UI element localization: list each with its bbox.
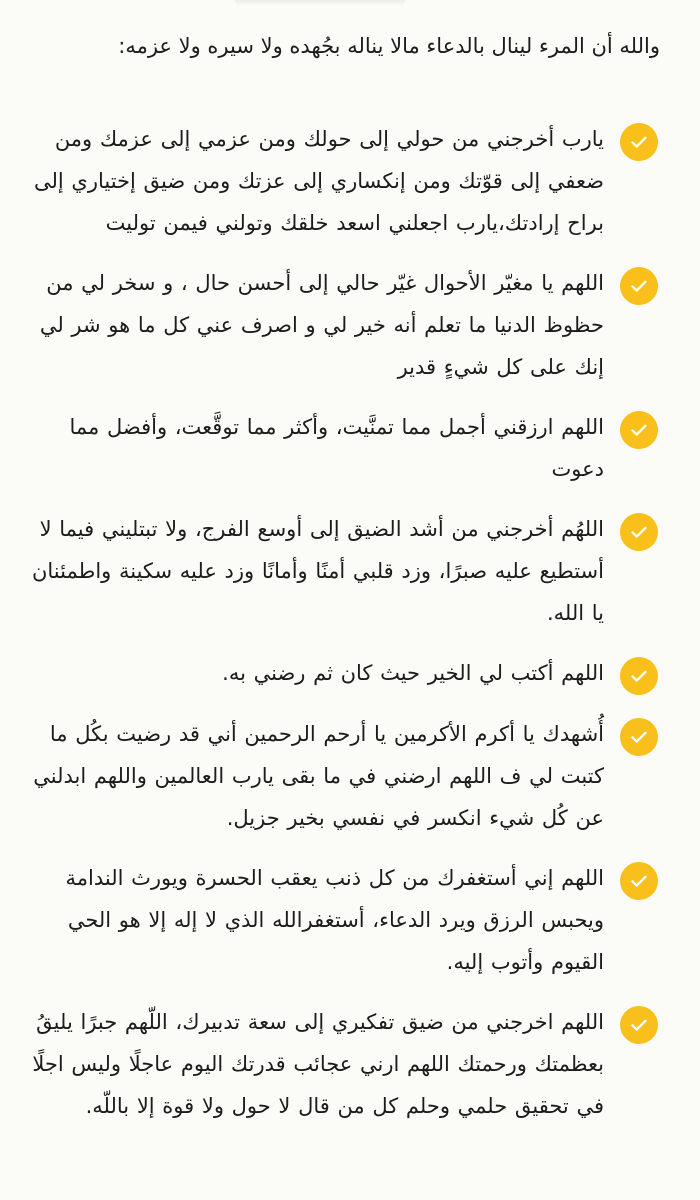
- list-item-text: اللهم اخرجني من ضيق تفكيري إلى سعة تدبيرك، اللّهم جبرًا يليقُ بعظمتك ورحمتك اللهم ارني عجائب قدرتك اليوم عاجلًا وليس اجلًا في تحقيق حلمي وحلم كل من قال لا حول ولا قوة إلا باللّه.: [32, 1010, 604, 1118]
- list-item-text: اللهُم أخرجني من أشد الضيق إلى أوسع الفرج، ولا تبتليني فيما لا أستطيع عليه صبرًا، وزد قلبي أمنًا وأمانًا وزد عليه سكينة واطمئنان يا الله.: [31, 517, 604, 625]
- checkmark-icon: [620, 718, 658, 756]
- list-item-text: اللهم أكتب لي الخير حيث كان ثم رضني به.: [222, 661, 604, 685]
- list-item-text: اللهم إني أستغفرك من كل ذنب يعقب الحسرة ويورث الندامة ويحبس الرزق ويرد الدعاء، أستغفرالله الذي لا إله إلا هو الحي القيوم وأتوب إليه.: [65, 866, 604, 974]
- intro-text: والله أن المرء لينال بالدعاء مالا يناله بجُهده ولا سيره ولا عزمه:: [118, 34, 660, 58]
- list-item: [30, 857, 658, 983]
- checkmark-icon: [620, 862, 658, 900]
- checkmark-icon: [620, 267, 658, 305]
- list-item: [30, 652, 658, 695]
- list-item: [30, 118, 658, 244]
- list-item: [30, 262, 658, 388]
- list-item-text: يارب أخرجني من حولي إلى حولك ومن عزمي إلى عزمك ومن ضعفي إلى قوّتك ومن إنكساري إلى عزتك ومن ضيق إختياري إلى براح إرادتك،يارب اجعلني اسعد خلقك وتولني فيمن توليت: [33, 127, 604, 235]
- checkmark-icon: [620, 411, 658, 449]
- checkmark-icon: [620, 123, 658, 161]
- list-item-text: اللهم ارزقني أجمل مما تمنَّيت، وأكثر مما توقَّعت، وأفضل مما دعوت: [69, 415, 604, 481]
- checkmark-icon: [620, 1006, 658, 1044]
- list-item-text: اللهم يا مغيّر الأحوال غيّر حالي إلى أحسن حال ، و سخر لي من حظوظ الدنيا ما تعلم أنه خير لي و اصرف عني كل ما هو شر لي إنك على كل شيءٍ قدير: [39, 271, 604, 379]
- list-item: [30, 1001, 658, 1127]
- list-item: [30, 713, 658, 839]
- list-item: [30, 508, 658, 634]
- checkmark-icon: [620, 657, 658, 695]
- dua-list: [30, 118, 658, 1145]
- list-item: [30, 406, 658, 490]
- list-item-text: أُشهدك يا أكرم الأكرمين يا أرحم الرحمين أني قد رضيت بكُل ما كتبت لي ف اللهم ارضني في ما بقى يارب العالمين واللهم ابدلني عن كُل شيء انكسر في نفسي بخير جزيل.: [33, 722, 604, 830]
- cropped-top-edge: [235, 0, 405, 6]
- checkmark-icon: [620, 513, 658, 551]
